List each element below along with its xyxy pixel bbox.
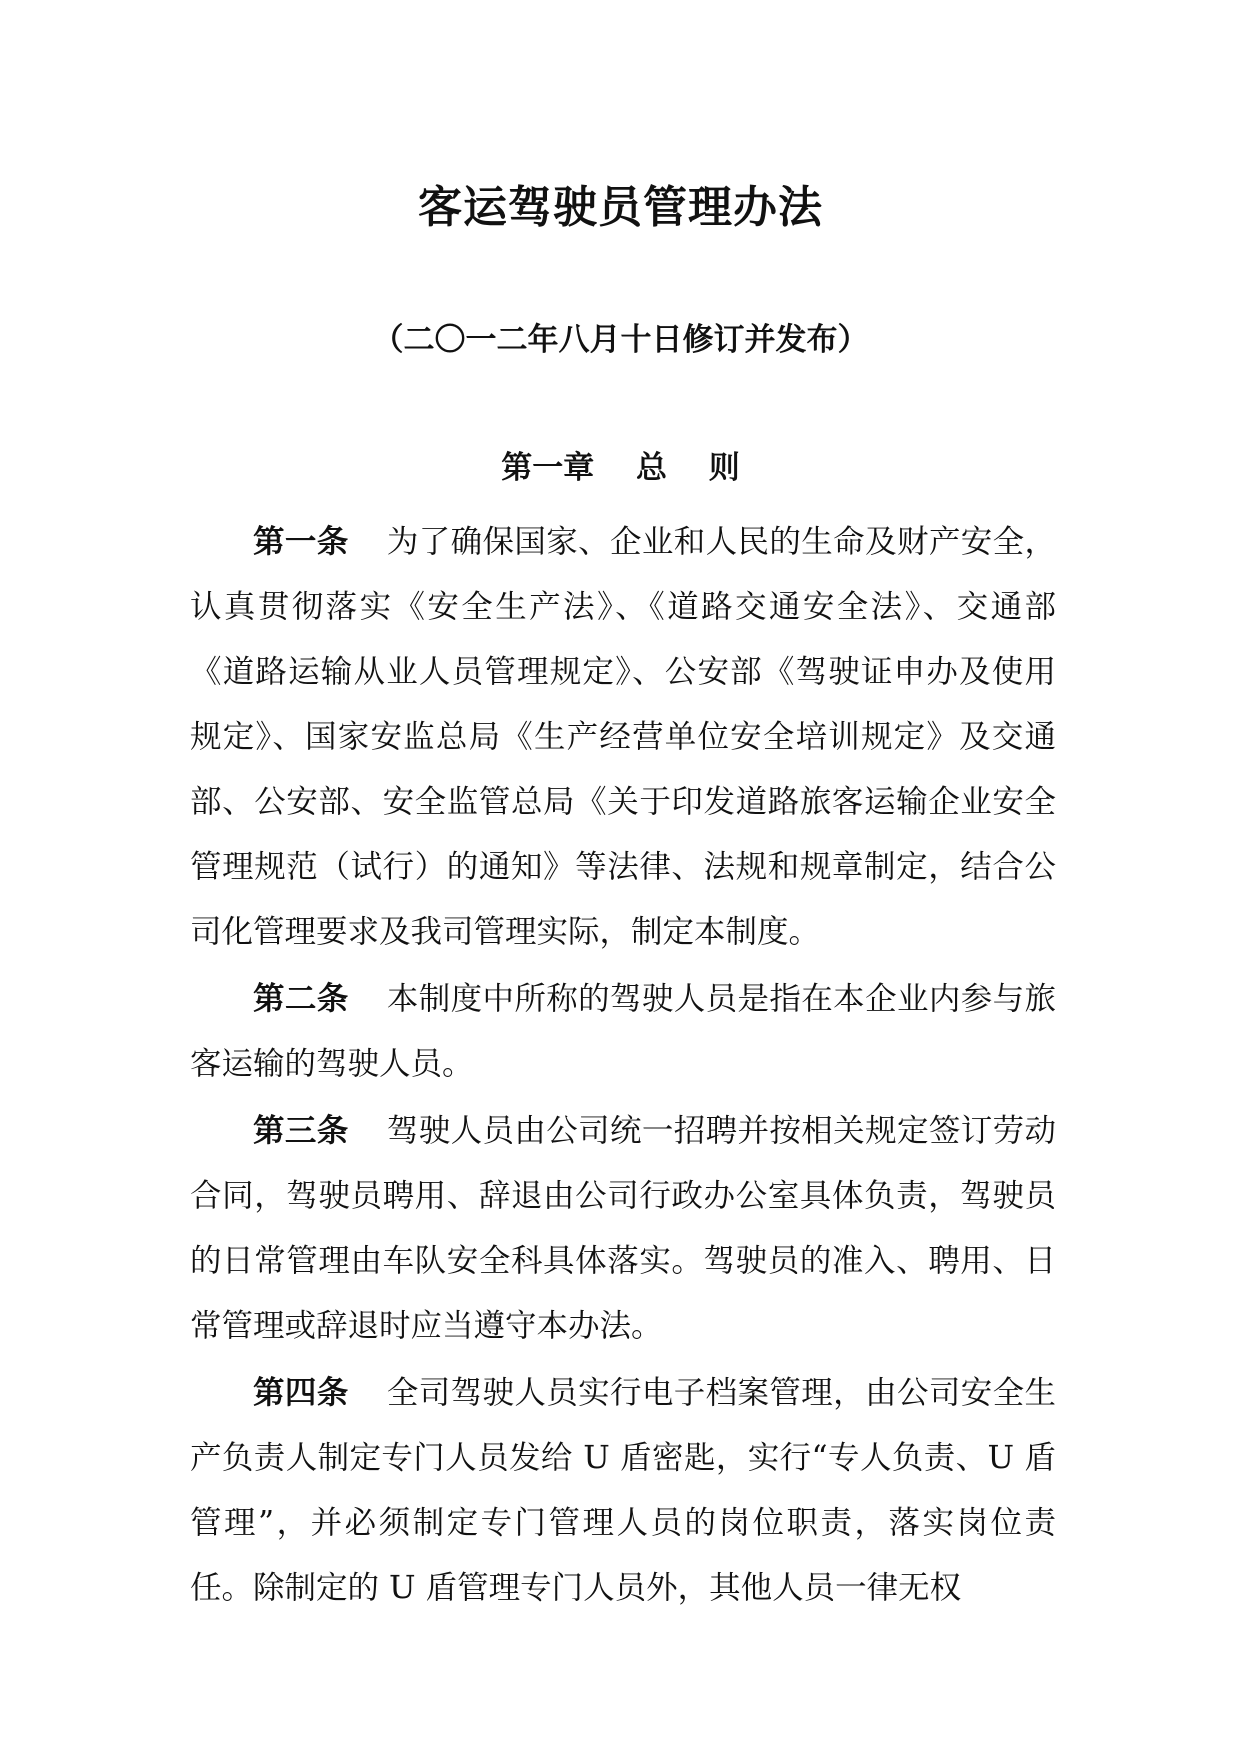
article-1 [190, 509, 1056, 965]
article-label: 第三条 [253, 1112, 349, 1149]
article-3 [190, 1098, 1056, 1359]
article-text: 本制度中所称的驾驶人员是指在本企业内参与旅客运输的驾驶人员。 [190, 981, 1056, 1082]
document-body [190, 509, 1056, 1621]
article-label: 第一条 [253, 523, 349, 560]
article-label: 第二条 [253, 980, 349, 1017]
article-label: 第四条 [253, 1374, 349, 1411]
article-text: 全司驾驶人员实行电子档案管理，由公司安全生产负责人制定专门人员发给 U 盾密匙，实行“专人负责、U 盾管理”，并必须制定专门管理人员的岗位职责，落实岗位责任。除制定的 U 盾管理专门人员外，其他人员一律无权 [190, 1375, 1056, 1606]
document-subtitle: （二〇一二年八月十日修订并发布） [372, 322, 869, 358]
article-text: 为了确保国家、企业和人民的生命及财产安全，认真贯彻落实《安全生产法》、《道路交通安全法》、交通部《道路运输从业人员管理规定》、公安部《驾驶证申办及使用规定》、国家安监总局《生产经营单位安全培训规定》及交通部、公安部、安全监管总局《关于印发道路旅客运输企业安全管理规范（试行）的通知》等法律、法规和规章制定，结合公司化管理要求及我司管理实际，制定本制度。 [190, 524, 1056, 950]
document-title: 客运驾驶员管理办法 [418, 182, 823, 233]
article-2 [190, 966, 1056, 1097]
chapter-heading: 第一章 总 则 [501, 450, 740, 486]
article-text: 驾驶人员由公司统一招聘并按相关规定签订劳动合同，驾驶员聘用、辞退由公司行政办公室具体负责，驾驶员的日常管理由车队安全科具体落实。驾驶员的准入、聘用、日常管理或辞退时应当遵守本办法。 [190, 1113, 1056, 1344]
article-4 [190, 1360, 1056, 1621]
